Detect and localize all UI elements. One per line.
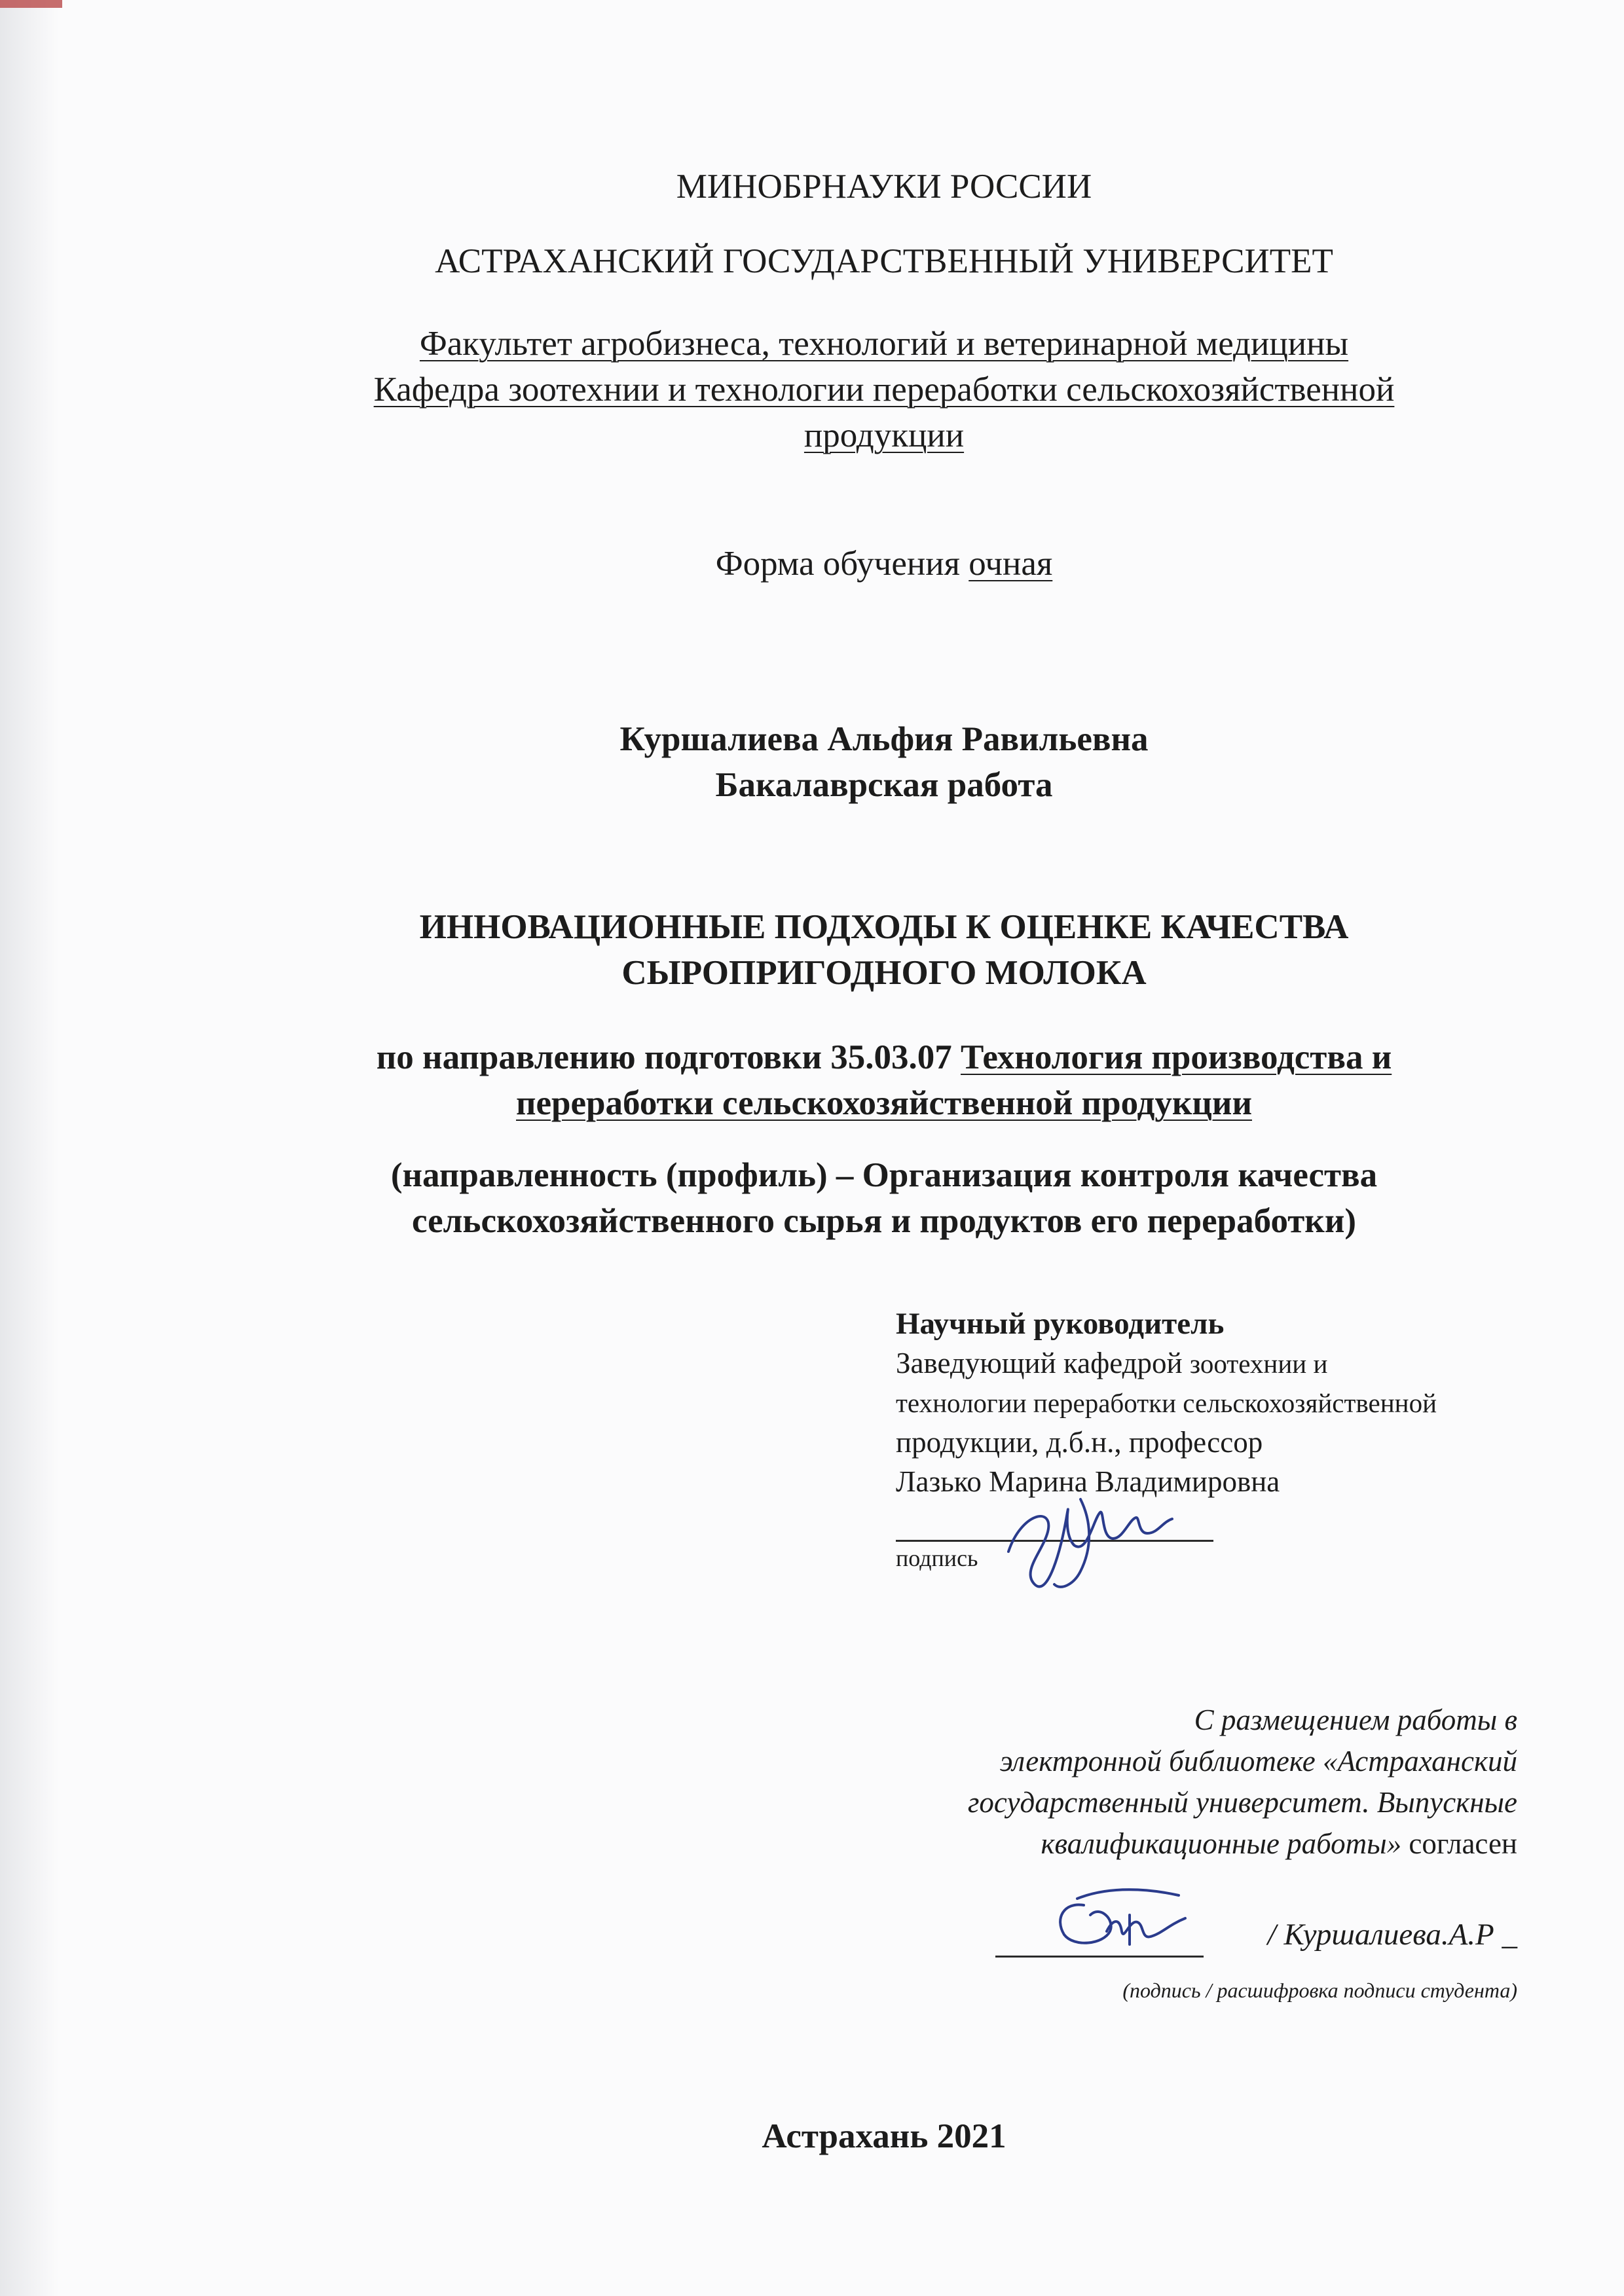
- city-year: Астрахань 2021: [762, 2117, 1006, 2155]
- study-form: [0, 541, 1624, 587]
- department-text-line2: продукции: [803, 416, 965, 454]
- ministry-text: МИНОБРНАУКИ РОССИИ: [676, 168, 1092, 206]
- thesis-title-line2: СЫРОПРИГОДНОГО МОЛОКА: [621, 954, 1147, 992]
- supervisor-position-part2: зоотехнии и: [1189, 1349, 1328, 1379]
- university-text: АСТРАХАНСКИЙ ГОСУДАРСТВЕННЫЙ УНИВЕРСИТЕТ: [435, 242, 1333, 280]
- supervisor-name: Лазько Марина Владимировна: [896, 1465, 1280, 1498]
- supervisor-position-part1: Заведующий кафедрой: [896, 1347, 1190, 1379]
- thesis-title-line1: ИННОВАЦИОННЫЕ ПОДХОДЫ К ОЦЕНКЕ КАЧЕСТВА: [419, 908, 1349, 946]
- student-signature-caption: (подпись / расшифровка подписи студента): [1122, 1978, 1517, 2002]
- study-form-label: Форма обучения: [715, 545, 969, 583]
- consent-line4-plain: согласен: [1409, 1827, 1517, 1860]
- study-form-value: очная: [969, 545, 1053, 583]
- faculty-department: [0, 321, 1624, 458]
- profile-line2: сельскохозяйственного сырья и продуктов его переработки): [411, 1202, 1357, 1240]
- consent-block: [968, 1700, 1517, 1865]
- consent-line4-italic: квалификационные работы»: [1041, 1827, 1409, 1860]
- consent-line2: электронной библиотеке «Астраханский: [999, 1745, 1517, 1777]
- university-heading: [0, 238, 1624, 284]
- author-name: Куршалиева Альфия Равильевна: [619, 720, 1149, 758]
- student-signature: [1038, 1879, 1195, 1964]
- direction-name-line1: Технология производства и: [960, 1038, 1392, 1076]
- faculty-text: Факультет агробизнеса, технологий и ветеринарной медицины: [419, 325, 1349, 363]
- direction-prefix: по направлению подготовки 35.03.07: [376, 1038, 961, 1076]
- profile-block: [0, 1152, 1624, 1244]
- direction-block: [0, 1034, 1624, 1126]
- supervisor-position-line2: технологии переработки сельскохозяйственной: [896, 1388, 1437, 1418]
- supervisor-block: [896, 1304, 1437, 1501]
- supervisor-signature: [982, 1473, 1179, 1604]
- scan-edge-mark: [0, 0, 62, 8]
- thesis-title: [0, 904, 1624, 996]
- supervisor-signature-label: подпись: [896, 1545, 978, 1571]
- work-type: Бакалаврская работа: [715, 766, 1053, 804]
- supervisor-degree: продукции, д.б.н., профессор: [896, 1426, 1263, 1459]
- consent-line1: С размещением работы в: [1194, 1704, 1517, 1736]
- author-block: [0, 716, 1624, 808]
- supervisor-heading: Научный руководитель: [896, 1307, 1225, 1341]
- department-text-line1: Кафедра зоотехнии и технологии переработки сельскохозяйственной: [373, 371, 1395, 409]
- direction-name-line2: переработки сельскохозяйственной продукции: [516, 1084, 1252, 1122]
- consent-line3: государственный университет. Выпускные: [967, 1786, 1517, 1819]
- student-signature-name: / Куршалиева.А.Р _: [1267, 1918, 1517, 1952]
- ministry-heading: [0, 164, 1624, 210]
- profile-line1: (направленность (профиль) – Организация контроля качества: [390, 1156, 1378, 1194]
